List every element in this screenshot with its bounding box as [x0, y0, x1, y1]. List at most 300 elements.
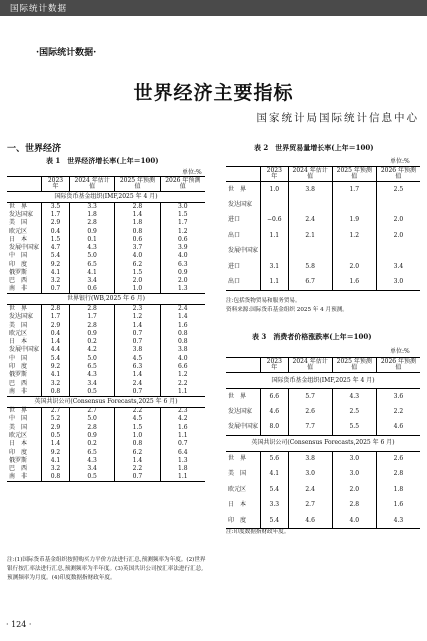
- cell-value: 5.4: [42, 252, 70, 260]
- cell-value: 2.2: [115, 465, 160, 473]
- note-line: 注:包括货物贸易和服务贸易。: [226, 298, 301, 304]
- column-header: 2026 年预测值: [376, 167, 420, 182]
- cell-value: −0.6: [261, 213, 289, 229]
- cell-value: 2.7: [69, 407, 114, 415]
- cell-value: 2.4: [288, 482, 332, 498]
- cell-value: 3.3: [261, 498, 289, 514]
- table-row: [7, 371, 205, 379]
- row-label: 进口: [228, 262, 241, 270]
- cell-value: 1.8: [69, 211, 114, 219]
- group-title: 国际货币基金组织(IMF,2025 年 4 月): [226, 373, 420, 389]
- cell-value: 2.0: [160, 277, 205, 285]
- row-label: 巴 西: [9, 465, 28, 473]
- row-label: 美 国: [9, 321, 28, 329]
- row-label: 世 界: [228, 455, 247, 462]
- cell-value: 4.0: [160, 252, 205, 260]
- group-title: 国际货币基金组织(IMF,2025 年 4 月): [7, 192, 205, 203]
- section-heading: 一、世界经济: [7, 144, 62, 154]
- cell-value: 6.3: [160, 261, 205, 269]
- cell-value: 2.5: [376, 182, 420, 198]
- row-label: 世 界: [9, 407, 28, 415]
- table-row: [7, 305, 205, 313]
- cell-value: 1.7: [42, 313, 70, 321]
- row-label: 印 度: [226, 513, 261, 529]
- section-label: ·国际统计数据·: [36, 48, 97, 58]
- row-label: 发展中国家: [228, 423, 259, 430]
- cell-value: 2.3: [160, 407, 205, 415]
- cell-value: 1.2: [160, 371, 205, 379]
- cell-value: 2.8: [69, 305, 114, 313]
- cell-value: 9.2: [42, 363, 70, 371]
- row-label: 俄罗斯: [9, 371, 28, 379]
- cell-value: 3.1: [261, 259, 289, 275]
- main-title: 世界经济主要指标: [133, 82, 294, 104]
- row-label: 发展中国家: [9, 244, 40, 252]
- cell-value: 0.8: [160, 338, 205, 346]
- table-row: [7, 379, 205, 387]
- cell-value: 1.8: [376, 482, 420, 498]
- table-row: [226, 404, 420, 420]
- group-title: 英国共识公司(Consensus Forecasts,2025 年 6 月): [226, 435, 420, 451]
- cell-value: 1.7: [332, 182, 376, 198]
- cell-value: 5.4: [42, 355, 70, 363]
- table2: [226, 166, 420, 291]
- cell-value: 3.5: [42, 203, 70, 211]
- cell-value: 6.5: [69, 261, 114, 269]
- group-title-row: [226, 435, 420, 451]
- cell-value: 1.5: [42, 236, 70, 244]
- row-label: 美 国: [228, 470, 247, 478]
- cell-value: 1.4: [115, 371, 160, 379]
- cell-value: 2.6: [376, 451, 420, 467]
- table-row: [7, 285, 205, 293]
- row-label: 俄罗斯: [9, 269, 28, 277]
- table-row: [7, 457, 205, 465]
- table-row: [7, 473, 205, 481]
- cell-value: 0.9: [160, 269, 205, 277]
- column-header: 2025 年预测值: [115, 177, 160, 192]
- cell-value: 0.5: [42, 432, 70, 440]
- cell-value: 0.2: [69, 338, 114, 346]
- row-label: 发展中国家: [9, 346, 40, 354]
- cell-value: 3.7: [115, 244, 160, 252]
- cell-value: 5.2: [42, 415, 70, 423]
- cell-value: 2.0: [376, 228, 420, 244]
- cell-value: 1.6: [160, 321, 205, 329]
- column-header: 2024 年估计值: [288, 167, 332, 182]
- cell-value: 2.1: [288, 228, 332, 244]
- cell-value: 3.0: [332, 451, 376, 467]
- cell-value: 2.4: [115, 379, 160, 387]
- cell-value: 3.0: [160, 203, 205, 211]
- cell-value: 1.5: [115, 424, 160, 432]
- table-row: [7, 465, 205, 473]
- cell-value: 4.6: [261, 404, 289, 420]
- row-label: 巴 西: [9, 379, 28, 387]
- cell-value: 3.8: [288, 451, 332, 467]
- cell-value: 1.2: [115, 313, 160, 321]
- row-label: 日 本: [9, 235, 28, 243]
- cell-value: 5.0: [69, 415, 114, 423]
- row-label: 巴 西: [9, 277, 28, 285]
- cell-value: 1.4: [42, 338, 70, 346]
- table-row: [226, 498, 420, 514]
- cell-value: 1.1: [261, 275, 289, 291]
- cell-value: 5.4: [261, 482, 289, 498]
- table-header-row: [7, 177, 205, 192]
- cell-value: 2.0: [115, 277, 160, 285]
- cell-value: 2.7: [42, 407, 70, 415]
- cell-value: 0.7: [115, 473, 160, 481]
- row-label: 世 界: [228, 185, 247, 193]
- cell-value: 4.1: [261, 467, 289, 483]
- row-label: 印 度: [9, 362, 28, 370]
- table-row: [226, 513, 420, 529]
- table-row: [7, 313, 205, 321]
- cell-value: 6.7: [288, 275, 332, 291]
- cell-value: 0.5: [69, 388, 114, 396]
- row-label: 南 非: [9, 285, 28, 293]
- cell-value: 2.2: [115, 407, 160, 415]
- cell-value: 0.5: [69, 473, 114, 481]
- group-title-row: [7, 192, 205, 203]
- cell-value: 6.3: [115, 363, 160, 371]
- cell-value: 6.5: [69, 363, 114, 371]
- row-label: 日 本: [9, 440, 28, 448]
- cell-value: 4.1: [42, 457, 70, 465]
- cell-value: 2.8: [376, 467, 420, 483]
- cell-value: 5.8: [288, 259, 332, 275]
- cell-value: 5.5: [332, 420, 376, 436]
- table-row: [7, 330, 205, 338]
- cell-value: 0.7: [160, 440, 205, 448]
- cell-value: [332, 197, 376, 213]
- cell-value: 4.3: [69, 244, 114, 252]
- cell-value: 1.7: [69, 313, 114, 321]
- note-line: 资料来源:国际货币基金组织 2025 年 4 月预测。: [226, 307, 348, 313]
- table1: [7, 176, 205, 482]
- cell-value: 3.4: [69, 277, 114, 285]
- column-header: 2025 年预测值: [332, 167, 376, 182]
- table-row: [7, 227, 205, 235]
- cell-value: 4.0: [332, 513, 376, 529]
- cell-value: 2.9: [42, 424, 70, 432]
- group-title-row: [7, 294, 205, 305]
- cell-value: 2.4: [160, 305, 205, 313]
- cell-value: 3.0: [288, 467, 332, 483]
- cell-value: 0.8: [42, 473, 70, 481]
- cell-value: 4.3: [69, 457, 114, 465]
- cell-value: 1.6: [160, 424, 205, 432]
- table-row: [7, 440, 205, 448]
- table-header-row: [226, 358, 420, 373]
- table2-unit: 单位:%: [390, 158, 410, 165]
- table-row: [7, 355, 205, 363]
- cell-value: 4.6: [376, 420, 420, 436]
- cell-value: 1.8: [160, 465, 205, 473]
- cell-value: 1.7: [42, 211, 70, 219]
- table2-notes: [226, 297, 420, 315]
- cell-value: 0.1: [69, 236, 114, 244]
- column-header: 2023 年: [261, 167, 289, 182]
- cell-value: 1.5: [115, 269, 160, 277]
- table-row: [7, 338, 205, 346]
- row-label: 出口: [228, 231, 241, 239]
- row-label: 美 国: [9, 423, 28, 431]
- row-label: 俄罗斯: [9, 456, 28, 464]
- cell-value: 7.7: [288, 420, 332, 436]
- cell-value: 1.3: [160, 285, 205, 293]
- row-label: 南 非: [7, 473, 42, 481]
- group-title: 世界银行(WB,2025 年 6 月): [7, 294, 205, 305]
- cell-value: 2.2: [160, 379, 205, 387]
- cell-value: 1.0: [115, 432, 160, 440]
- table3-unit: 单位:%: [390, 348, 410, 355]
- header-blank: [226, 167, 261, 182]
- cell-value: [288, 244, 332, 260]
- cell-value: 2.8: [69, 424, 114, 432]
- cell-value: 6.2: [115, 261, 160, 269]
- row-label: 世 界: [228, 392, 247, 400]
- cell-value: 4.3: [376, 513, 420, 529]
- table1-caption: 表 1 世界经济增长率(上年＝100): [46, 156, 159, 165]
- cell-value: [288, 197, 332, 213]
- cell-value: 4.7: [42, 244, 70, 252]
- cell-value: 0.8: [115, 227, 160, 235]
- column-header: 2024 年估计值: [288, 358, 332, 373]
- cell-value: 6.6: [160, 363, 205, 371]
- table-row: [226, 244, 420, 260]
- cell-value: 4.5: [115, 355, 160, 363]
- table-row: [226, 420, 420, 436]
- cell-value: 2.4: [288, 213, 332, 229]
- row-label: 日 本: [9, 338, 28, 346]
- cell-value: 2.8: [69, 219, 114, 227]
- row-label: 欧元区: [9, 227, 28, 235]
- table-row: [7, 388, 205, 396]
- row-label: 中 国: [9, 354, 28, 362]
- row-label: 世 界: [9, 202, 28, 210]
- cell-value: 1.3: [160, 457, 205, 465]
- cell-value: 5.4: [261, 513, 289, 529]
- running-title: 国际统计数据: [10, 4, 68, 14]
- group-title-row: [226, 373, 420, 389]
- cell-value: 2.9: [42, 219, 70, 227]
- column-header: 2026 年预测值: [376, 358, 420, 373]
- cell-value: 0.7: [115, 338, 160, 346]
- cell-value: 2.0: [376, 213, 420, 229]
- cell-value: 4.1: [42, 371, 70, 379]
- cell-value: 0.9: [69, 432, 114, 440]
- cell-value: 1.1: [160, 388, 205, 396]
- cell-value: 0.7: [115, 388, 160, 396]
- cell-value: [332, 244, 376, 260]
- cell-value: 3.9: [160, 244, 205, 252]
- table-row: [7, 269, 205, 277]
- cell-value: 4.2: [69, 346, 114, 354]
- cell-value: 3.8: [288, 182, 332, 198]
- column-header: 2026 年预测值: [160, 177, 205, 192]
- table-row: [226, 467, 420, 483]
- cell-value: 0.2: [69, 440, 114, 448]
- row-label: 欧元区: [9, 432, 28, 440]
- page-number: · 124 ·: [6, 620, 32, 629]
- cell-value: 3.2: [42, 379, 70, 387]
- row-label: 发达国家: [9, 210, 34, 218]
- note-line: 注:(1)国际货币基金组织按照购买力平价方法进行汇总,预测频率为年度。(2)世界银行按汇率法进行汇总,预测频率为半年度。(3)英国共识公司按汇率法进行汇总,预测频率为月度。(4)印度数据指财政年度。: [7, 557, 206, 581]
- table2-caption: 表 2 世界贸易量增长率(上年＝100): [254, 143, 374, 152]
- column-header: 2023 年: [261, 358, 289, 373]
- row-label: 世 界: [9, 305, 28, 313]
- row-label: 印 度: [9, 448, 28, 456]
- cell-value: [376, 197, 420, 213]
- table-row: [7, 244, 205, 252]
- table-row: [7, 252, 205, 260]
- cell-value: 4.0: [115, 252, 160, 260]
- row-label: 美 国: [9, 219, 28, 227]
- cell-value: 4.4: [42, 346, 70, 354]
- note-line: 注:印度数据指财政年度。: [226, 529, 290, 535]
- row-label: 印 度: [9, 260, 28, 268]
- cell-value: 0.8: [115, 440, 160, 448]
- cell-value: 0.6: [115, 236, 160, 244]
- table-row: [226, 228, 420, 244]
- row-label: 发达国家: [228, 200, 253, 208]
- cell-value: 1.2: [160, 227, 205, 235]
- table-row: [7, 432, 205, 440]
- row-label: 南 非: [9, 387, 28, 395]
- cell-value: 6.4: [160, 449, 205, 457]
- cell-value: 1.1: [160, 432, 205, 440]
- table-row: [7, 277, 205, 285]
- table-row: [7, 424, 205, 432]
- cell-value: 6.5: [69, 449, 114, 457]
- cell-value: 0.9: [69, 330, 114, 338]
- cell-value: 3.8: [115, 346, 160, 354]
- table-row: [7, 363, 205, 371]
- table-row: [226, 482, 420, 498]
- table-row: [226, 259, 420, 275]
- table-row: [7, 415, 205, 423]
- column-header: 2024 年估计值: [69, 177, 114, 192]
- row-label: 中 国: [9, 252, 28, 260]
- cell-value: 1.0: [115, 285, 160, 293]
- table-row: [226, 213, 420, 229]
- cell-value: 1.6: [332, 275, 376, 291]
- table3-caption: 表 3 消费者价格涨跌率(上年＝100): [252, 332, 372, 341]
- header-blank: [226, 358, 261, 373]
- cell-value: 4.1: [42, 269, 70, 277]
- cell-value: 6.2: [115, 449, 160, 457]
- table-header-row: [226, 167, 420, 182]
- cell-value: 6.6: [261, 389, 289, 405]
- cell-value: 4.6: [288, 513, 332, 529]
- table-row: [7, 346, 205, 354]
- table-row: [7, 449, 205, 457]
- group-title: 英国共识公司(Consensus Forecasts,2025 年 6 月): [7, 396, 205, 407]
- cell-value: 4.3: [332, 389, 376, 405]
- cell-value: 2.6: [288, 404, 332, 420]
- cell-value: 1.9: [332, 213, 376, 229]
- cell-value: 1.4: [42, 440, 70, 448]
- cell-value: 3.0: [332, 467, 376, 483]
- row-label: 中 国: [9, 415, 28, 423]
- table3: [226, 357, 420, 529]
- cell-value: 9.2: [42, 449, 70, 457]
- table1-unit: 单位:%: [182, 169, 202, 176]
- cell-value: 1.1: [261, 228, 289, 244]
- cell-value: 2.8: [115, 203, 160, 211]
- table-row: [7, 261, 205, 269]
- cell-value: 4.2: [160, 415, 205, 423]
- cell-value: 2.8: [42, 305, 70, 313]
- cell-value: 1.6: [376, 498, 420, 514]
- column-header: 2023 年: [42, 177, 70, 192]
- cell-value: 0.7: [115, 330, 160, 338]
- cell-value: 0.7: [42, 285, 70, 293]
- cell-value: 4.5: [115, 415, 160, 423]
- cell-value: 4.1: [69, 269, 114, 277]
- row-label: 发展中国家: [228, 247, 259, 255]
- table-row: [7, 211, 205, 219]
- table1-notes: [7, 556, 207, 583]
- row-label: 发达国家: [9, 313, 34, 321]
- cell-value: 5.6: [261, 451, 289, 467]
- cell-value: 0.9: [69, 227, 114, 235]
- cell-value: 1.0: [261, 182, 289, 198]
- row-label: 进口: [228, 216, 241, 224]
- table-row: [7, 407, 205, 415]
- cell-value: 1.4: [115, 321, 160, 329]
- cell-value: 2.0: [332, 482, 376, 498]
- table-row: [226, 451, 420, 467]
- table3-notes: [226, 528, 420, 537]
- cell-value: 2.2: [376, 404, 420, 420]
- cell-value: 9.2: [42, 261, 70, 269]
- header-blank: [7, 177, 42, 192]
- cell-value: 4.3: [69, 371, 114, 379]
- cell-value: 3.2: [42, 277, 70, 285]
- row-label: 出口: [226, 275, 261, 291]
- cell-value: 1.8: [115, 219, 160, 227]
- cell-value: 0.6: [69, 285, 114, 293]
- cell-value: 2.8: [332, 498, 376, 514]
- cell-value: 0.6: [160, 236, 205, 244]
- row-label: 发达国家: [228, 407, 253, 415]
- cell-value: 0.4: [42, 330, 70, 338]
- cell-value: 1.1: [160, 473, 205, 481]
- row-label: 日 本: [228, 501, 247, 509]
- cell-value: 1.4: [115, 457, 160, 465]
- cell-value: 3.2: [42, 465, 70, 473]
- table-row: [7, 321, 205, 329]
- table-row: [226, 182, 420, 198]
- table-row: [7, 219, 205, 227]
- cell-value: 5.0: [69, 355, 114, 363]
- cell-value: [261, 244, 289, 260]
- organization: 国家统计局国际统计信息中心: [256, 112, 419, 124]
- cell-value: 2.0: [332, 259, 376, 275]
- table-row: [7, 203, 205, 211]
- table-row: [226, 197, 420, 213]
- cell-value: 1.5: [160, 211, 205, 219]
- cell-value: 0.4: [42, 227, 70, 235]
- cell-value: 5.7: [288, 389, 332, 405]
- cell-value: 3.6: [376, 389, 420, 405]
- cell-value: 2.3: [115, 305, 160, 313]
- cell-value: 2.9: [42, 321, 70, 329]
- cell-value: 3.4: [376, 259, 420, 275]
